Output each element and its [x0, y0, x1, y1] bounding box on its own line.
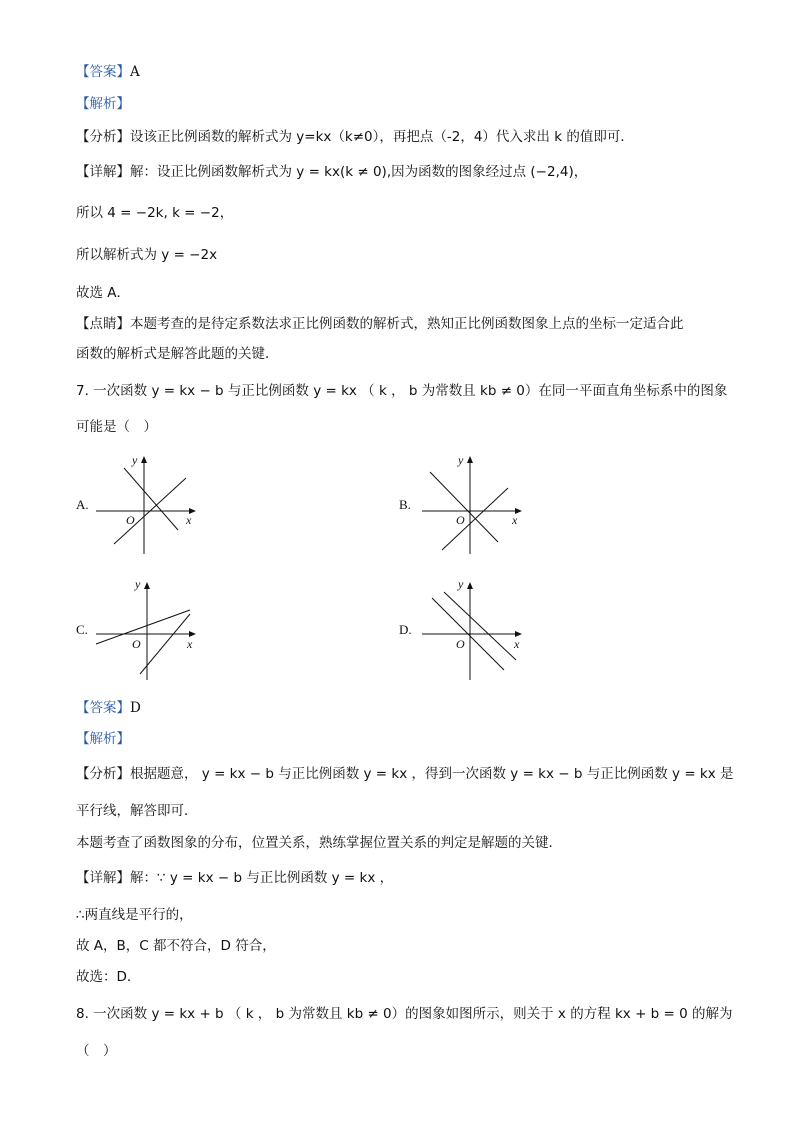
answer-tag: 【答案】: [76, 64, 130, 80]
analysis-fenxi: [76, 127, 634, 147]
origin-label: O: [456, 637, 465, 651]
xiangjie-tag: 【详解】: [76, 870, 130, 886]
option-a-label: A.: [76, 497, 89, 512]
answer-value: D: [130, 700, 141, 716]
y-arrow-icon: [467, 456, 473, 463]
fenxi-tag: 【分析】: [76, 129, 130, 145]
origin-label: O: [456, 513, 465, 527]
detail-line: [76, 162, 587, 182]
step-line: 所以 4 = −2k, k = −2，: [76, 205, 234, 221]
question-stem: 8. 一次函数 y = kx + b （ k ， b 为常数且 kb ≠ 0）的图象如图所示，则关于 x 的方程 kx + b = 0 的解为: [76, 1006, 733, 1022]
summary-line: 本题考查了函数图象的分布，位置关系，熟练掌握位置关系的判定是解题的关键．: [76, 835, 562, 851]
answer-line: [76, 698, 141, 718]
choice-line: 故选：D．: [76, 969, 141, 985]
graph-line-2: [444, 592, 516, 660]
dianjing-line: [76, 314, 684, 334]
option-d-label: D.: [399, 622, 412, 637]
y-label: y: [458, 453, 464, 467]
option-c-graph: [92, 574, 202, 684]
dianjing-text: 本题考查的是待定系数法求正比例函数的解析式，熟知正比例函数图象上点的坐标一定适合此: [130, 316, 684, 332]
choice-line: 故选 A．: [76, 285, 131, 301]
option-b-graph: [418, 450, 528, 560]
question-stem: 7. 一次函数 y = kx − b 与正比例函数 y = kx （ k ， b 为常数且 kb ≠ 0）在同一平面直角坐标系中的图象: [76, 383, 728, 399]
detail-line: [76, 868, 393, 888]
fenxi-tag: 【分析】: [76, 766, 130, 782]
x-label: x: [186, 513, 192, 527]
step-line: 故 A，B，C 都不符合，D 符合，: [76, 938, 276, 954]
fenxi-text: 根据题意， y = kx − b 与正比例函数 y = kx ，得到一次函数 y = kx − b 与正比例函数 y = kx 是: [130, 766, 734, 782]
analysis-heading: 【解析】: [76, 96, 130, 112]
origin-label: O: [126, 513, 135, 527]
xiangjie-text: 解：∵ y = kx − b 与正比例函数 y = kx ，: [130, 870, 394, 886]
answer-tag: 【答案】: [76, 700, 130, 716]
fenxi-text: 设该正比例函数的解析式为 y=kx（k≠0），再把点（-2，4）代入求出 k 的值即可．: [130, 129, 634, 145]
y-label: y: [132, 453, 138, 467]
x-label: x: [512, 513, 518, 527]
question-stem-2: （ ）: [76, 1043, 117, 1059]
y-label: y: [135, 577, 141, 591]
analysis-fenxi: [76, 764, 734, 784]
xiangjie-tag: 【详解】: [76, 164, 130, 180]
x-label: x: [187, 637, 193, 651]
y-arrow-icon: [144, 582, 150, 589]
y-arrow-icon: [467, 582, 473, 589]
y-arrow-icon: [141, 456, 147, 463]
answer-value: A: [130, 64, 140, 80]
step-line: 所以解析式为 y = −2x: [76, 247, 218, 263]
question-stem-2: 可能是（ ）: [76, 419, 157, 435]
analysis-heading: 【解析】: [76, 731, 130, 747]
origin-label: O: [132, 637, 141, 651]
answer-line: [76, 62, 140, 82]
option-d-graph: [418, 574, 528, 684]
x-label: x: [514, 637, 520, 651]
step-line: ∴两直线是平行的，: [76, 907, 193, 923]
dianjing-tag: 【点睛】: [76, 316, 130, 332]
y-label: y: [458, 577, 464, 591]
fenxi-text-2: 平行线，解答即可．: [76, 803, 198, 819]
option-c-label: C.: [76, 622, 88, 637]
option-b-label: B.: [399, 497, 411, 512]
graph-line-1: [96, 610, 190, 644]
option-a-graph: [92, 450, 202, 560]
xiangjie-text: 解：设正比例函数解析式为 y = kx(k ≠ 0),因为函数的图象经过点 (−2,4)，: [130, 164, 588, 180]
dianjing-line-2: 函数的解析式是解答此题的关键．: [76, 346, 279, 362]
